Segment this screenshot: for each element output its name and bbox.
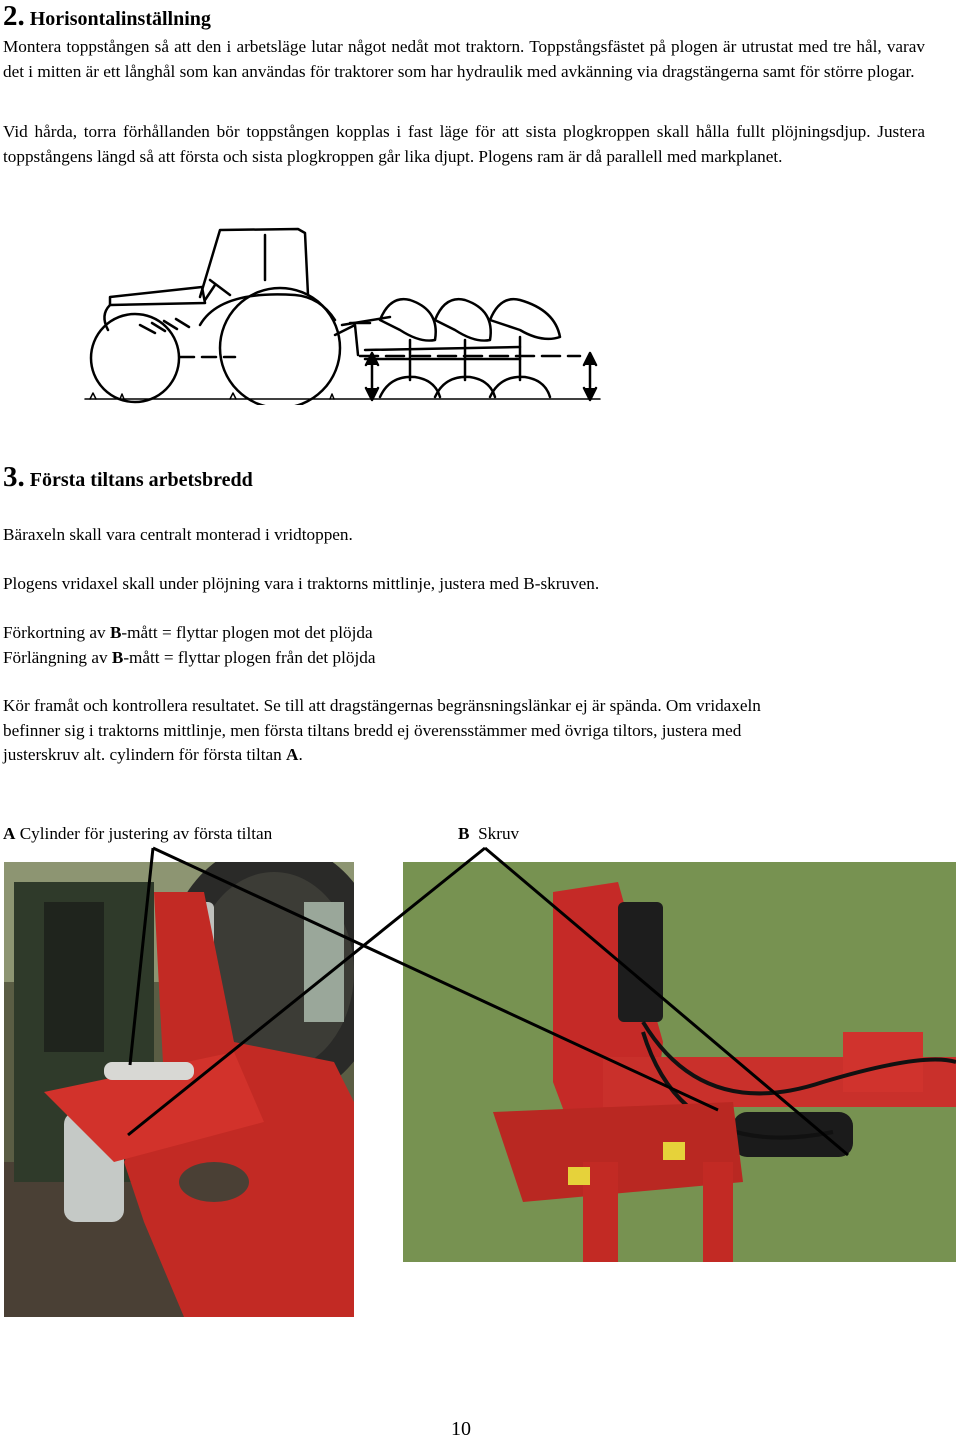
lengthening-text: Förlängning av: [3, 648, 112, 667]
section-3-line-2: Plogens vridaxel skall under plöjning vara i traktorns mittlinje, justera med B-skruven.: [3, 574, 600, 593]
callout-b-line-1: [128, 848, 485, 1135]
section-2-paragraph-2: Vid hårda, torra förhållanden bör toppstången kopplas i fast läge för att sista plogkroppen skall hålla fullt plöjningsdjup. Justera toppstångens längd så att första och sista plogkroppen går lika djupt. Plogens ram är då parallell med markplanet.: [3, 122, 925, 166]
section-3-title: Första tiltans arbetsbredd: [29, 469, 253, 491]
lengthening-b: B: [111, 648, 124, 667]
shortening-effect: -mått = flyttar plogen mot det plöjda: [121, 623, 373, 642]
section-3-paragraph-a: A: [286, 745, 299, 765]
label-b-text: Skruv: [469, 824, 520, 843]
section-3-line-1: Bäraxeln skall vara centralt monterad i vridtoppen.: [3, 525, 353, 544]
section-3-paragraph-end: .: [298, 745, 303, 765]
lengthening-effect: -mått = flyttar plogen från det plöjda: [123, 648, 376, 667]
section-2-title: Horisontalinställning: [29, 8, 211, 30]
shortening-b: B: [109, 623, 122, 642]
page-number: 10: [451, 1418, 471, 1440]
label-a-text: Cylinder för justering av första tiltan: [15, 824, 273, 843]
section-3-number: 3.: [3, 461, 25, 493]
section-2-paragraph-1: Montera toppstången så att den i arbetsläge lutar något nedåt mot traktorn. Toppstångsfästet på plogen är utrustat med tre hål, varav det i mitten är ett långhål som kan användas för traktorer som har hydraulik med avkänning via dragstängerna samt för större plogar.: [3, 37, 925, 81]
section-3-paragraph-text: Kör framåt och kontrollera resultatet. Se till att dragstängernas begränsningslänkar ej är spända. Om vridaxeln befinner sig i traktorns mittlinje, men första tiltans bredd ej överensstämmer med övriga tiltors, justera med justerskruv alt. cylindern för första tiltan: [3, 696, 761, 765]
section-2-number: 2.: [3, 0, 25, 32]
callout-b-line-2: [485, 848, 848, 1155]
callout-a-line-1: [130, 848, 153, 1065]
label-b-letter: B: [458, 824, 470, 843]
label-a-letter: A: [3, 824, 16, 843]
shortening-text: Förkortning av: [3, 623, 110, 642]
